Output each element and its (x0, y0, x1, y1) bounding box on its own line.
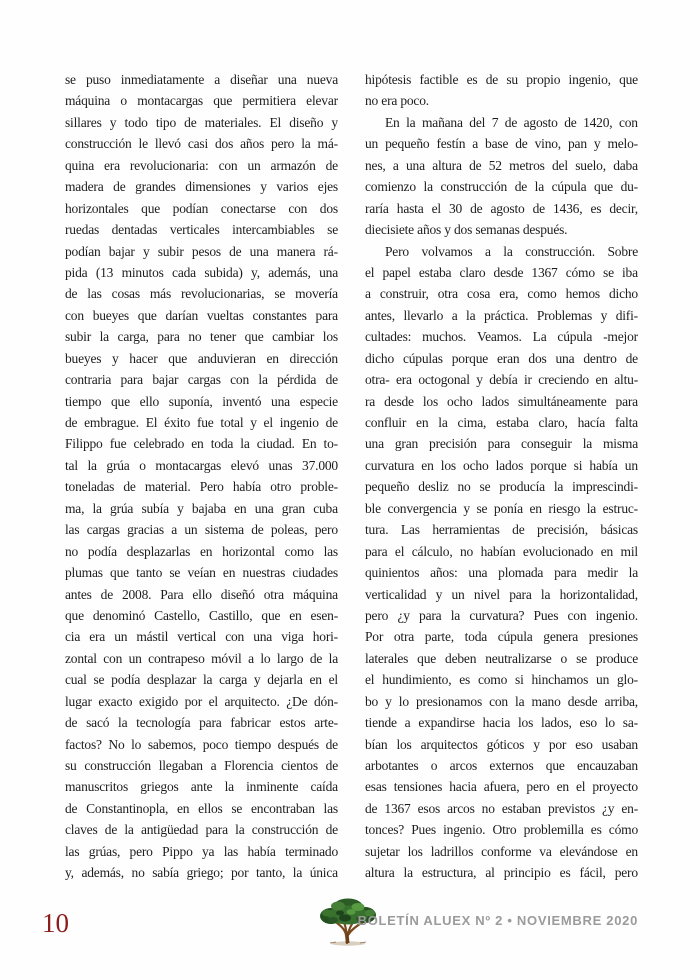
text-line: nes, a una altura de 52 metros del suelo, daba (365, 157, 638, 173)
text-line: no era poco. (365, 93, 429, 109)
text-line: máquina o montacargas que permitiera elevar (65, 93, 338, 109)
text-line: horizontales que podían conectarse con dos (65, 200, 338, 216)
text-line: cia era un mástil vertical con una viga hori- (65, 629, 338, 645)
text-line: con bueyes que darían vueltas constantes para (65, 307, 338, 323)
text-line: zontal con un contrapeso móvil a lo largo de la (65, 650, 338, 666)
text-line: contraria para bajar cargas con la pérdida de (65, 372, 338, 388)
text-line: tonces? Pues ingenio. Otro problemilla es cómo (365, 822, 638, 838)
text-line: cultades: muchos. Veamos. La cúpula -mejor (365, 329, 638, 345)
text-line: de embrague. El éxito fue total y el ingenio de (65, 415, 338, 430)
text-line: subir la carga, para no tener que cambiar los (65, 329, 338, 345)
text-line: el hundimiento, es como si hinchamos un glo- (365, 672, 638, 688)
text-line: dicho cúpulas porque eran dos una dentro de (365, 350, 638, 366)
text-line: tura. Las herramientas de precisión, básicas (365, 522, 638, 538)
text-line: raría hasta el 30 de agosto de 1436, es decir, (365, 200, 638, 216)
text-line: comienzo la construcción de la cúpula que du- (365, 179, 638, 195)
text-line: el papel estaba claro desde 1367 cómo se iba (365, 264, 638, 280)
text-line: pida (13 minutos cada subida) y, además, una (65, 264, 338, 280)
text-line: podían bajar y subir pesos de una manera rá- (65, 243, 338, 259)
text-line: tiende a expandirse hacia los lados, eso lo sa- (365, 715, 638, 731)
text-line: claves de la antigüedad para la construcción de (65, 822, 338, 838)
text-line: factos? No lo sabemos, poco tiempo después de (65, 736, 338, 752)
text-line: sillares y todo tipo de materiales. El diseño y (65, 114, 338, 130)
text-line: madera de grandes dimensiones y varios ejes (65, 179, 338, 195)
text-line: curvatura en los ocho lados porque si había un (365, 457, 638, 473)
text-line: pero ¿y para la curvatura? Pues con ingenio. (365, 607, 638, 623)
footer-text: BOLETÍN ALUEX Nº 2 • NOVIEMBRE 2020 (357, 913, 638, 928)
text-line: Pero volvamos a la construcción. Sobre (385, 243, 638, 259)
text-line: quinientos años: una plomada para medir la (365, 565, 638, 581)
text-line: se puso inmediatamente a diseñar una nueva (65, 72, 338, 87)
text-line: a construir, otra cosa era, como hemos dicho (365, 286, 638, 302)
text-line: arbotantes o arcos externos que encauzaban (365, 758, 638, 773)
text-line: confluir en la cima, estaba claro, hacía falta (365, 415, 638, 430)
text-line: ble convergencia y se ponía en riesgo la estruc- (365, 500, 638, 516)
text-line: Filippo fue celebrado en toda la ciudad. En to- (65, 436, 338, 452)
text-line: Por otra parte, toda cúpula genera presiones (365, 629, 638, 645)
text-line: antes de 2008. Para ello diseñó otra máquina (65, 586, 338, 602)
text-line: toneladas de material. Pero había otro proble- (65, 479, 338, 495)
text-line: bían los arquitectos góticos y por eso usaban (365, 736, 638, 752)
text-column-left (65, 69, 338, 884)
text-line: sujetar los ladrillos conforme va elevándose en (365, 843, 638, 859)
text-line: un pequeño festín a base de vino, pan y melo- (365, 136, 638, 152)
text-line: una gran precisión para conseguir la misma (365, 436, 638, 452)
text-line: de Constantinopla, en ellos se encontraban las (65, 800, 338, 816)
text-line: esas tensiones hacia afuera, pero en el proyecto (365, 779, 638, 795)
text-line: ra desde los ocho lados simultáneamente para (365, 393, 638, 409)
text-line: que denominó Castello, Castillo, que en esen- (65, 607, 338, 623)
text-line: de las cosas más revolucionarias, se movería (65, 286, 338, 302)
text-line: ruedas dentadas verticales intercambiables se (65, 222, 338, 238)
text-line: plumas que tanto se veían en nuestras ciudades (65, 565, 338, 581)
text-line: bo y lo presionamos con la mano desde arriba, (365, 693, 638, 709)
text-line: verticalidad y un nivel para la horizontalidad, (365, 586, 638, 602)
text-line: quina era revolucionaria: con un armazón de (65, 157, 338, 173)
text-line: antes, llevarlo a la práctica. Problemas y difi- (365, 307, 638, 323)
page-number: 10 (42, 908, 69, 938)
text-line: y, además, no sabía griego; por tanto, la única (65, 865, 338, 881)
text-line: diecisiete años y dos semanas después. (365, 222, 568, 238)
text-line: manuscritos griegos ante la inminente caída (65, 779, 338, 795)
text-line: las cargas gracias a un sistema de poleas, pero (65, 522, 338, 538)
text-line: de sacó la tecnología para fabricar estos arte- (65, 715, 338, 731)
text-line: su construcción llegaban a Florencia cientos de (65, 758, 338, 773)
text-column-right (365, 69, 638, 884)
text-line: no podía desplazarlas en horizontal como las (65, 543, 338, 559)
text-line: otra- era octogonal y debía ir creciendo en altu- (365, 372, 638, 388)
text-line: las grúas, pero Pippo ya las había terminado (65, 843, 338, 859)
text-line: En la mañana del 7 de agosto de 1420, con (385, 114, 638, 130)
text-line: tiempo que ello suponía, inventó una especie (65, 393, 338, 409)
text-line: altura la estructura, al principio es fácil, pero (365, 865, 638, 881)
text-body (65, 69, 638, 884)
text-line: pequeño desliz no se producía la imprescindi- (365, 479, 638, 495)
text-line: construcción le llevó casi dos años pero la má- (65, 136, 338, 152)
text-line: tal la grúa o montacargas elevó unas 37.000 (65, 457, 338, 473)
text-line: para el cálculo, no habían evolucionado en mil (365, 543, 638, 559)
text-line: hipótesis factible es de su propio ingenio, que (365, 72, 638, 87)
text-line: de 1367 esos arcos no estaban previstos ¿y en- (365, 800, 638, 816)
text-line: ma, la grúa subía y bajaba en una gran cuba (65, 500, 338, 516)
text-line: lugar exacto exigido por el arquitecto. ¿De dón- (65, 693, 338, 709)
text-line: cual se podía desplazar la carga y dejarla en el (65, 672, 338, 688)
text-line: bueyes y hacer que anduvieran en dirección (65, 350, 338, 366)
text-line: laterales que deben neutralizarse o se produce (365, 650, 638, 666)
